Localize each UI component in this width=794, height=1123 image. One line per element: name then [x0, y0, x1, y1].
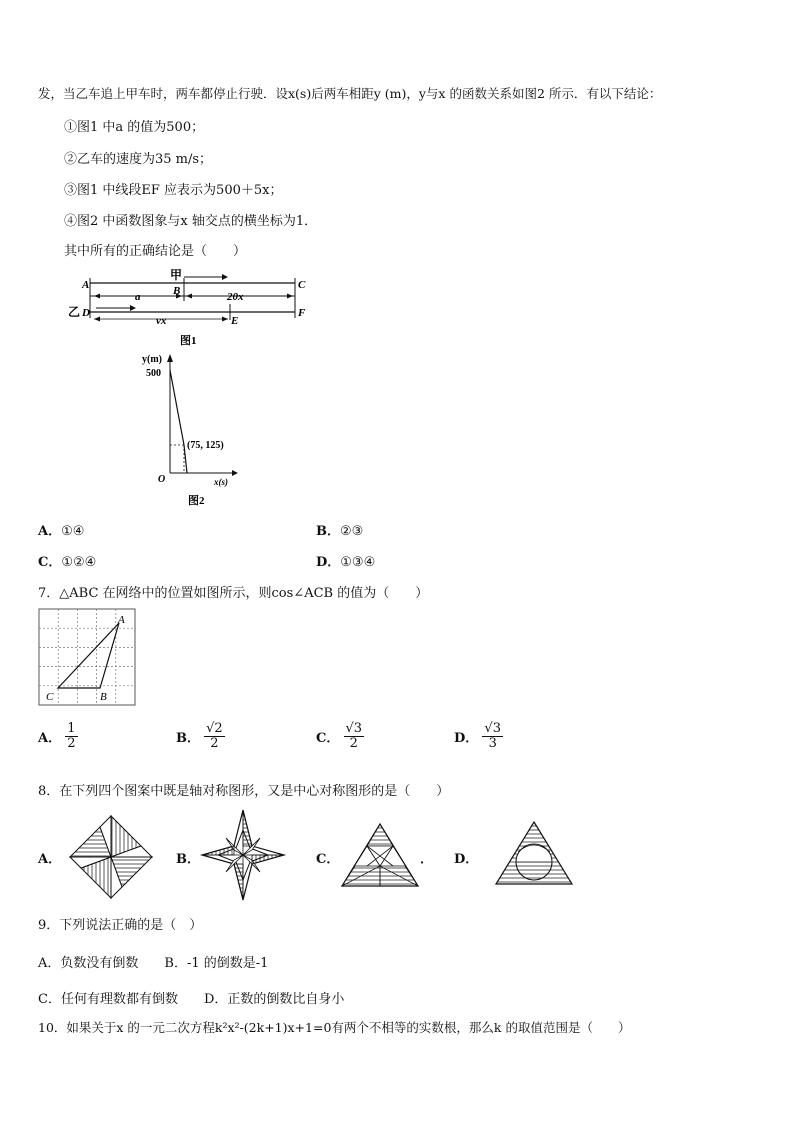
q7-label-B: B — [100, 691, 107, 703]
q9-options-line-2[interactable]: C．任何有理数都有倒数 D．正数的倒数比自身小 — [38, 992, 345, 1007]
fraction — [65, 722, 77, 751]
q7-option-b[interactable] — [176, 722, 225, 751]
option-text: ①②④ — [61, 555, 97, 570]
fig1-label-D: D — [82, 307, 90, 319]
q7-option-c[interactable] — [316, 722, 364, 751]
fraction — [482, 722, 503, 751]
q8-figure-d-triangle-circle — [494, 820, 574, 886]
numerator: 1 — [67, 721, 76, 736]
fig2-xlabel: x(s) — [214, 477, 228, 487]
fig1-label-vx: vx — [156, 315, 167, 327]
option-letter: B． — [316, 524, 340, 539]
q9-stem: 9．下列说法正确的是（ ） — [38, 918, 203, 933]
q6-question: 其中所有的正确结论是（ ） — [64, 244, 247, 259]
denominator: 2 — [210, 736, 219, 751]
option-letter: D． — [454, 731, 479, 746]
q6-conclusion-1: ①图1 中a 的值为500； — [64, 120, 205, 135]
denominator: 2 — [349, 736, 358, 751]
q8-stem: 8．在下列四个图案中既是轴对称图形，又是中心对称图形的是（ ） — [38, 784, 450, 799]
q8-label-c[interactable]: C． — [316, 852, 340, 867]
fig2-caption: 图2 — [188, 495, 205, 507]
numerator: √3 — [484, 721, 501, 736]
q6-conclusion-4: ④图2 中函数图象与x 轴交点的横坐标为1． — [64, 214, 318, 229]
option-letter: A． — [38, 731, 62, 746]
q8-separator: ． — [420, 852, 434, 867]
q6-conclusion-3: ③图1 中线段EF 应表示为500＋5x； — [64, 183, 283, 198]
q7-stem: 7．△ABC 在网络中的位置如图所示，则cos∠ACB 的值为（ ） — [38, 586, 429, 601]
fig2-line-1 — [170, 370, 184, 445]
triangle-abc — [58, 623, 119, 688]
fig1-label-20x: 20x — [227, 291, 244, 303]
q6-option-a[interactable] — [38, 520, 84, 539]
option-letter: A． — [38, 524, 62, 539]
q6-conclusion-2: ②乙车的速度为35 m/s； — [64, 152, 213, 167]
fig1-label-A: A — [82, 279, 90, 291]
fig2-origin: O — [158, 474, 166, 485]
q10-stem: 10．如果关于x 的一元二次方程k²x²-(2k+1)x+1=0有两个不相等的实数根，那么k 的取值范围是（ ） — [38, 1020, 631, 1035]
denominator: 3 — [488, 736, 497, 751]
q8-label-b[interactable]: B． — [176, 852, 200, 867]
option-letter: C． — [38, 555, 62, 570]
fig1-label-F: F — [298, 307, 306, 319]
q6-intro: 发，当乙车追上甲车时，两车都停止行驶．设x(s)后两车相距y (m)，y与x 的函数关系如图2 所示．有以下结论： — [38, 86, 662, 101]
fig2-point: (75, 125) — [187, 440, 224, 451]
fig2-y500: 500 — [146, 368, 161, 379]
q8-figure-a-pinwheel — [66, 814, 156, 900]
q6-figure-2 — [140, 348, 270, 510]
fig1-label-B: B — [173, 285, 181, 297]
numerator: √2 — [206, 721, 223, 736]
q6-option-b[interactable] — [316, 520, 363, 539]
q7-option-d[interactable] — [454, 722, 503, 751]
option-text: ②③ — [340, 524, 364, 539]
option-text: ①③④ — [340, 555, 376, 570]
fig1-label-yi: 乙 — [68, 305, 81, 319]
fig1-label-jia: 甲 — [170, 268, 183, 282]
option-letter: D． — [316, 555, 341, 570]
fig1-caption: 图1 — [180, 335, 197, 347]
q7-option-a[interactable] — [38, 722, 78, 751]
fig1-label-E: E — [231, 315, 239, 327]
denominator: 2 — [67, 736, 76, 751]
q6-option-d[interactable] — [316, 551, 375, 570]
fraction — [344, 722, 365, 751]
numerator: √3 — [345, 721, 363, 736]
q8-label-a[interactable]: A． — [38, 852, 62, 867]
fig2-ylabel: y(m) — [142, 354, 162, 365]
q8-figure-c-triangle — [340, 822, 420, 888]
fig1-label-C: C — [298, 279, 306, 291]
q7-label-A: A — [118, 614, 125, 626]
q8-figure-b-star — [198, 806, 288, 904]
fig1-label-a: a — [135, 291, 141, 303]
option-letter: C． — [316, 731, 340, 746]
q6-option-c[interactable] — [38, 551, 96, 570]
option-text: ①④ — [61, 524, 85, 539]
q7-label-C: C — [46, 691, 54, 703]
q9-options-line-1[interactable]: A．负数没有倒数 B．-1 的倒数是-1 — [38, 956, 269, 971]
q6-figure-1 — [60, 268, 330, 350]
q7-grid-figure — [38, 605, 138, 707]
q8-label-d[interactable]: D． — [454, 852, 479, 867]
fraction — [204, 722, 225, 751]
option-letter: B． — [176, 731, 200, 746]
